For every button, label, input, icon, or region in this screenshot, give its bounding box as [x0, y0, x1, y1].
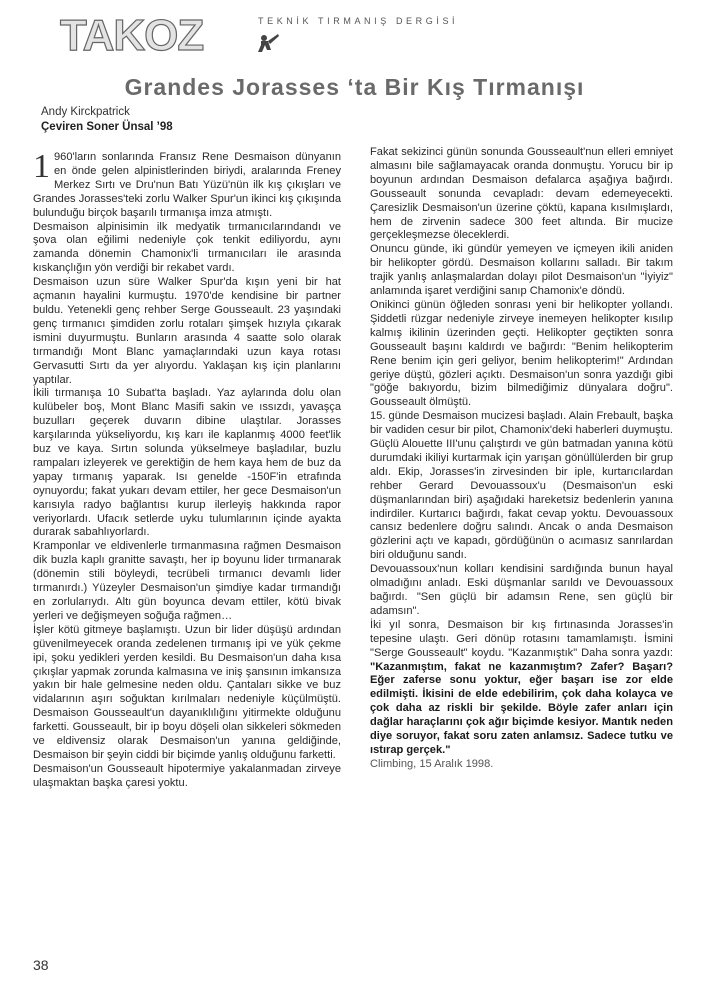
- paragraph-text: 960'ların sonlarında Fransız Rene Desmaison dünyanın en önde gelen alpinistlerinden biriydi, aralarında Freney Merkez Sırtı ve Dru'nun Batı Yüzü'nün ilk kış çıkışları ve Grandes Jorasses'teki zorlu Walker Spur'un ikinci kış çıkışında bulunduğu birçok başarılı tırmanışa imza atmıştı.: [33, 151, 341, 219]
- paragraph: [370, 619, 673, 758]
- paragraph: Kramponlar ve eldivenlerle tırmanmasına rağmen Desmaison dik buzla kaplı granitte savaştı, her ip boyunu lider tırmanarak (dönemin stili böyleydi, tecrübeli tırmanıcı devamlı lider tırmanırdı.) Yüzeyler Desmaison'un şimdiye kadar tırmandığı en zorlularıydı. Altı gün boyunca devam ettiler, kötü bivak yerleri ve değişmeyen soğuğa rağmen…: [33, 540, 341, 622]
- article-translator: Çeviren Soner Ünsal ’98: [41, 121, 173, 133]
- paragraph-text: İki yıl sonra, Desmaison bir kış fırtınasında Jorasses'in tepesine ulaştı. Geri dönüp rotasını tamamlamıştı. İsmini "Serge Gousseault" koydu. "Kazanmıştık" Daha sonra yazdı:: [370, 618, 673, 659]
- source-citation: Climbing, 15 Aralık 1998.: [370, 757, 494, 770]
- paragraph: Desmaison'un Gousseault hipotermiye yakalanmadan zirveye ulaşmaktan başka çaresi yoktu.: [33, 762, 341, 789]
- right-column: [370, 146, 673, 772]
- article-author: Andy Kirckpatrick: [41, 106, 130, 118]
- paragraph: Onuncu günde, iki gündür yemeyen ve içmeyen ikili aniden bir helikopter gördü. Desmaison kollarını salladı. Bir takım trajik yanlış anlaşmalardan dolayı pilot Desmaison'un "İyiyiz" anlamında işaret verdiğini sanıp Chamonix'e döndü.: [370, 243, 673, 298]
- paragraph: Desmaison uzun süre Walker Spur'da kışın yeni bir hat açmanın hayalini kurmuştu. 1970'de kendisine bir partner buldu. Yetenekli genç rehber Serge Gousseault. 23 yaşındaki genç tırmanıcı şimdiden zorlu rotaları şimşek hızıyla çıkarak ismini duyurmuştu. Bunların arasında 4 saatte solo olarak tırmandığı Mont Blanc yamaçlarındaki uzun kaya rotası Gervasutti Sırtı da yer alıyordu. Yaklaşan kış için planlarını yaptılar.: [33, 276, 341, 386]
- paragraph: Devouassoux'nun kolları kendisini sardığında bunun hayal olmadığını anladı. Eski düşmanlar sarıldı ve Devouassoux bağırdı. "Sen güçlü bir adamsın Rene, sen güçlü bir adamsın".: [370, 563, 673, 617]
- paragraph: 15. günde Desmaison mucizesi başladı. Alain Frebault, başka bir vadiden cesur bir pilot, Chamonix'deki haberleri duymuştu. Güçlü Alouette III'unu çalıştırdı ve gün batmadan yanına kötü durumdaki ikiliyi kurtarmak için yarışan gönüllülerden bir grup aldı. Ekip, Jorasses'in zirvesinden bir iple, kurtarıcılardan rehber Gerard Devouassoux'u (Desmaison'un eski düşmanlarından biri) aşağıdaki hareketsiz bedenlerin yanına indirdiler. Kurtarıcı bağırdı, fakat cevap yoktu. Devouassoux cansız bedenlere doğru salındı. Ancak o anda Desmaison gözlerini açtı ve kapadı, gördüğünün o acımasız sanrılardan biri olduğunu sandı.: [370, 410, 673, 562]
- quote-text: "Kazanmıştım, fakat ne kazanmıştım? Zafer? Başarı? Eğer zaferse sonu yoktur, eğer başarı ise zor elde edilmişti. İkisini de elde edebilirim, çok daha kolayca ve çok daha az riskli bir şekilde. Böyle zafer anları için dağlar haraçlarını çok ağır biçimde kesiyor. Mantık neden diye soruyor, fakat soru zaten anlamsız. Sadece tutku ve ıstırap gerçek.": [370, 660, 673, 756]
- paragraph: İşler kötü gitmeye başlamıştı. Uzun bir lider düşüşü ardından güvenilmeyecek oranda zedelenen tırmanış ipi ve yük çekme ipi, şoku yedikleri yerden kesildi. Bu Desmaison'un daha kısa çıkışlar yapmak zorunda kalmasına ve iniş şansının imkansıza yakın bir hale gelmesine neden oldu. Çantaları sikke ve buz vidalarının aşırı soğuktan kırılmaları nedeniyle küçülmüştü. Desmaison Gousseault'un dayanıklılığını yitirmekte olduğunu farketti. Gousseault, bir ip boyu döşeli olan sikkeleri sökmeden ve eldivensiz olarak Desmaison'un yanına geldiğinde, Desmaison bir şeyin ciddi bir biçimde yanlış olduğunu farketti.: [33, 623, 341, 761]
- left-column: [33, 148, 341, 791]
- paragraph: Onikinci günün öğleden sonrası yeni bir helikopter yollandı. Şiddetli rüzgar nedeniyle zirveye inemeyen helikopter kısılıp kalmış ikilinin üzerinden geçti. Helikopter geçtikten sonra Gousseault başını kaldırdı ve bağırdı: "Benim helikopterim Rene benim için geri geliyor, benim helikopterim!" Ardından geriye düştü, gözleri açıktı. Desmaison'un sonra yazdığı gibi "göğe bakıyordu, bizim bilmediğimiz dünyalara doğru". Gousseault ölmüştü.: [370, 298, 673, 409]
- paragraph: Fakat sekizinci günün sonunda Gousseault'nun elleri emniyet almasını bile sağlamayacak oranda donmuştu. Yorucu bir ip boyunun ardından Desmaison defalarca aşağıya bağırdı. Gousseault sonunda cevapladı: devam edemeyecekti. Çaresizlik Desmaison'un üzerine çöktü, kapana kısılmışlardı, hem de zirvenin sadece 300 feet altında. Bir mucize gerçekleşmezse öleceklerdi.: [370, 146, 673, 242]
- drop-cap: 1: [33, 148, 50, 185]
- paragraph: [33, 148, 341, 221]
- article-title: Grandes Jorasses ‘ta Bir Kış Tırmanışı: [124, 74, 585, 100]
- paragraph: Desmaison alpinisimin ilk medyatik tırmanıcılarındandı ve şova olan eğilimi nedeniyle çok tenkit ediliyordu, aynı zamanda dönemin Chamonix'li tırmanıcıları ile arasında kıskançlığın yön verdiği bir rekabet vardı.: [33, 220, 341, 275]
- magazine-subtitle: TEKNİK TIRMANIŞ DERGİSİ: [258, 16, 459, 26]
- logo-text: TAKOZ: [60, 11, 204, 58]
- climber-icon: [258, 34, 279, 52]
- page-number: 38: [33, 957, 49, 973]
- paragraph: İkili tırmanışa 10 Subat'ta başladı. Yaz aylarında dolu olan kulübeler boş, Mont Blanc Masifi sakin ve ıssızdı, yavaşça buzulları geçerek duvarın dibine ulaştılar. Jorasses karşılarında yükseliyordu, kış karı ile kaplanmış 4000 feet'lik buz ve kaya. Sırtın solunda yükselmeye başladılar, buzlu rampaları izleyerek ve gerektiğin de hem kaya hem de buz da yapay tırmanış yaparak. Isı genelde -150F'in etrafında oynuyordu; fakat yukarı devam ettiler, her gece Desmaison'un karısıyla radyo bağlantısı kurup ilerleyiş hakkında rapor veriyorlardı. Ufacık setlerde uyku tulumlarının içinde ayakta durarak sabahlıyorlardı.: [33, 387, 341, 539]
